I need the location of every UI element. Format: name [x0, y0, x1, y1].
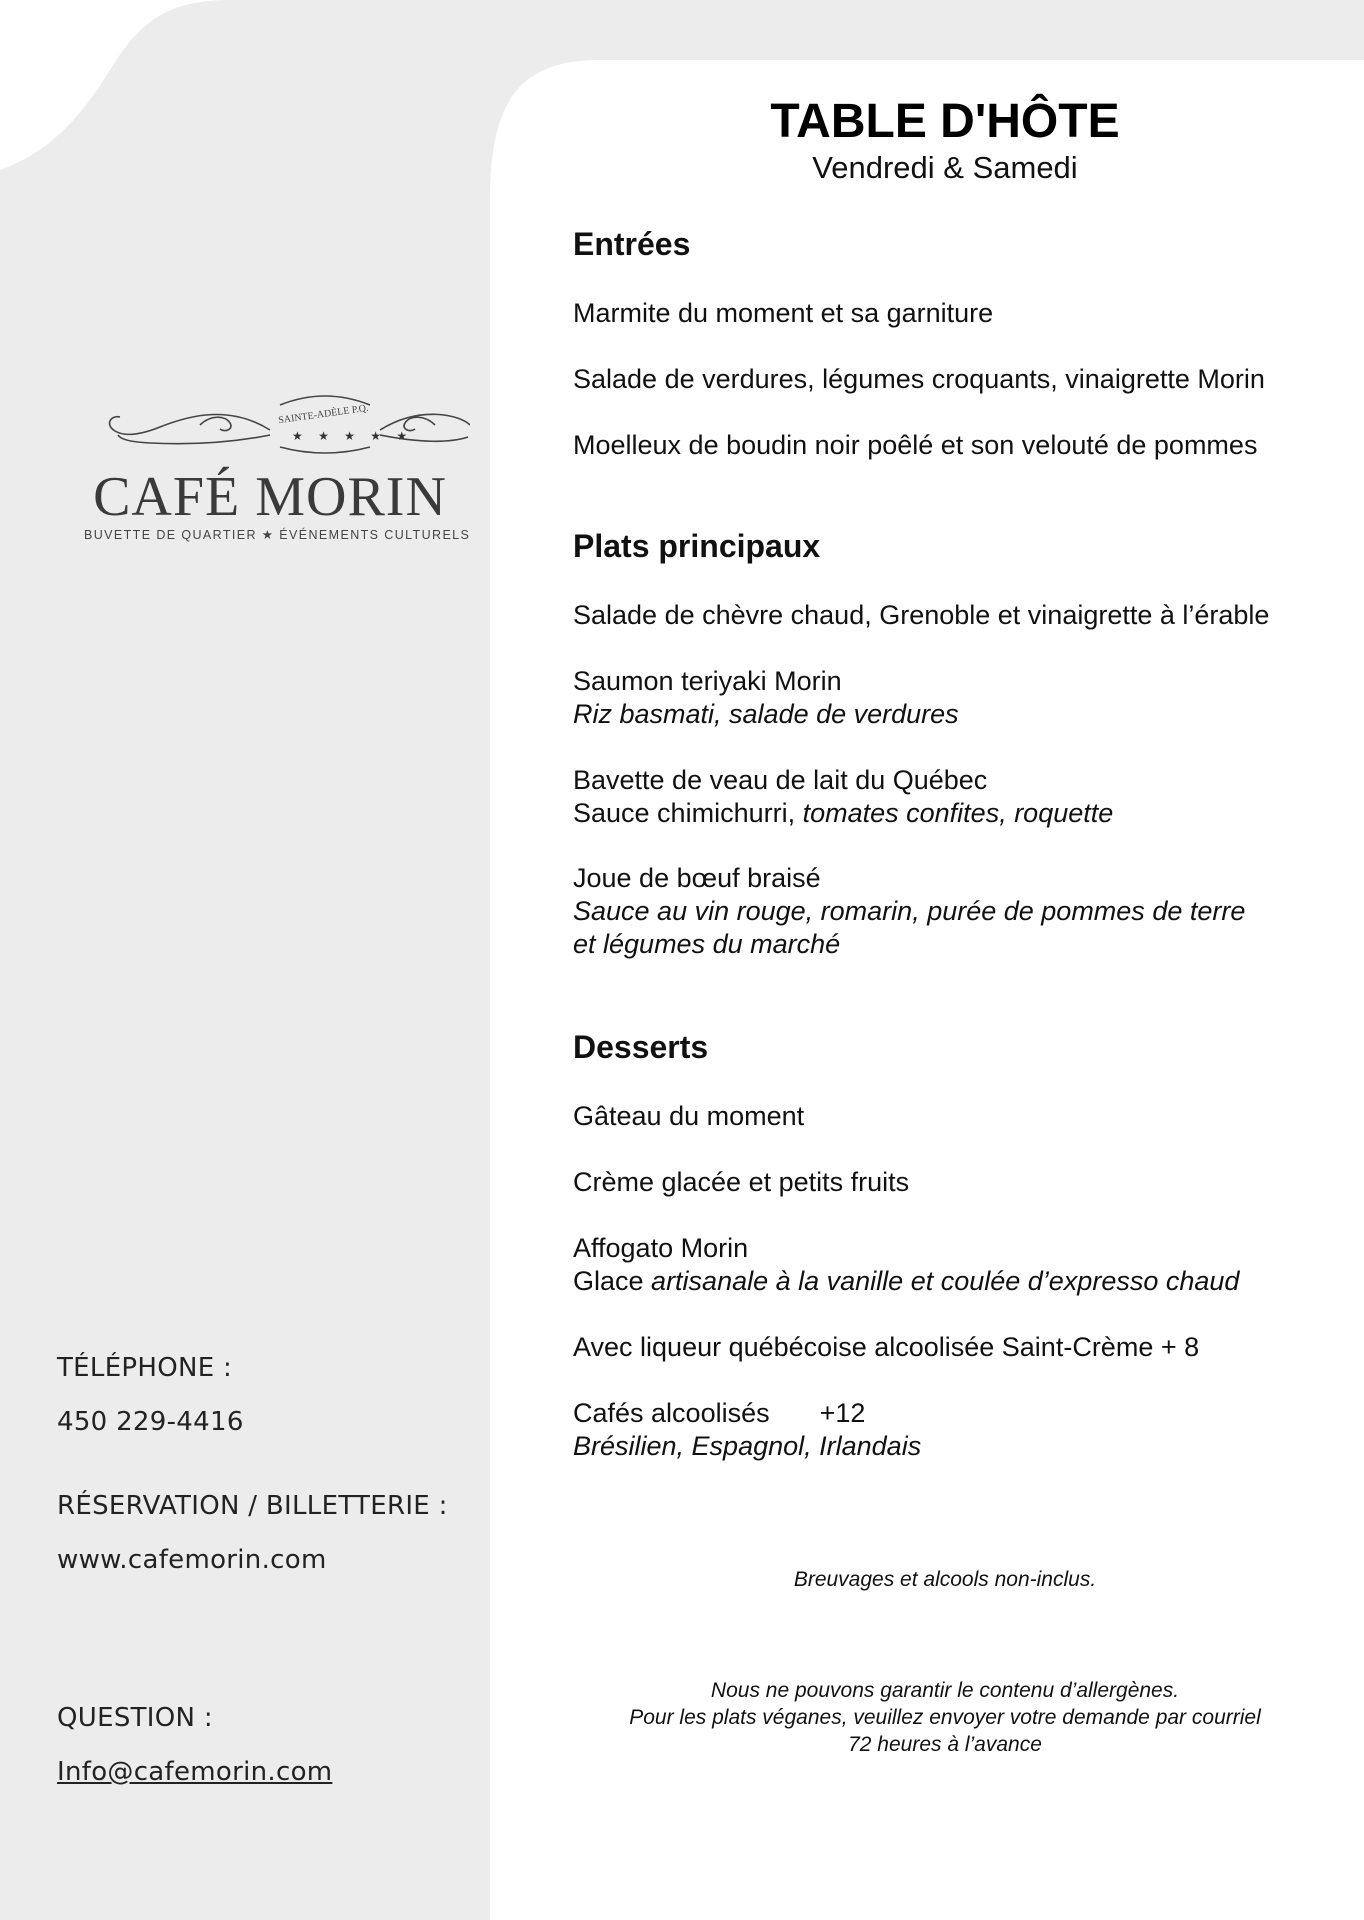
logo-stars: ★ ★ ★ ★ ★	[292, 429, 414, 443]
menu-item-description: Brésilien, Espagnol, Irlandais	[573, 1431, 922, 1461]
email-link[interactable]: Info@cafemorin.com	[57, 1757, 333, 1787]
menu-item-name: Saumon teriyaki Morin	[573, 666, 842, 696]
menu-item-description-a: Glace	[573, 1266, 652, 1296]
menu-item	[573, 764, 1113, 830]
allergen-note	[560, 1677, 1330, 1758]
logo-name: CAFÉ MORIN	[93, 466, 447, 528]
menu-item: Marmite du moment et sa garniture	[573, 298, 994, 328]
menu-item: Gâteau du moment	[573, 1101, 805, 1131]
menu-item-description: Sauce au vin rouge, romarin, purée de pommes de terre	[573, 896, 1246, 926]
menu-item-description	[573, 797, 1113, 830]
reservation-label: RÉSERVATION / BILLETTERIE :	[57, 1491, 448, 1521]
menu-item-description-b: tomates confites, roquette	[802, 798, 1114, 828]
section-heading-entrees: Entrées	[573, 226, 691, 262]
allergen-line: 72 heures à l’avance	[848, 1733, 1042, 1756]
menu-item: Moelleux de boudin noir poêlé et son velouté de pommes	[573, 430, 1258, 460]
section-heading-plats: Plats principaux	[573, 528, 821, 564]
menu-item	[573, 665, 959, 731]
menu-item-name: Joue de bœuf braisé	[573, 863, 821, 893]
logo-tagline: BUVETTE DE QUARTIER ★ ÉVÉNEMENTS CULTURELS	[84, 528, 471, 542]
question-label: QUESTION :	[57, 1703, 213, 1733]
menu-item-description: Riz basmati, salade de verdures	[573, 699, 959, 729]
menu-item-name: Affogato Morin	[573, 1233, 749, 1263]
menu-item	[573, 1232, 1239, 1298]
menu-item-description-b: artisanale à la vanille et coulée d’expresso chaud	[651, 1266, 1240, 1296]
menu-item-description	[573, 1265, 1239, 1298]
menu-item-name	[573, 1397, 921, 1430]
allergen-line: Pour les plats véganes, veuillez envoyer votre demande par courriel	[629, 1706, 1261, 1729]
phone-number[interactable]: 450 229-4416	[57, 1407, 244, 1437]
website-link[interactable]: www.cafemorin.com	[57, 1545, 327, 1575]
logo-location: SAINTE-ADÈLE P.Q.	[277, 402, 370, 427]
phone-label: TÉLÉPHONE :	[57, 1353, 233, 1383]
menu-item-name: Bavette de veau de lait du Québec	[573, 765, 988, 795]
section-heading-desserts: Desserts	[573, 1029, 709, 1065]
menu-item: Salade de verdures, légumes croquants, vinaigrette Morin	[573, 364, 1265, 394]
menu-item	[573, 862, 1245, 961]
menu-item	[573, 1397, 921, 1463]
cafes-price: +12	[819, 1398, 866, 1428]
allergen-line: Nous ne pouvons garantir le contenu d’allergènes.	[710, 1679, 1180, 1702]
menu-item-description-a: Sauce chimichurri,	[573, 798, 803, 828]
menu-item: Crème glacée et petits fruits	[573, 1167, 910, 1197]
beverages-note: Breuvages et alcools non-inclus.	[793, 1568, 1097, 1591]
liqueur-option: Avec liqueur québécoise alcoolisée Saint-Crème + 8	[573, 1332, 1200, 1362]
cafe-morin-logo	[80, 385, 470, 545]
menu-item-description: et légumes du marché	[573, 929, 841, 959]
cafes-name: Cafés alcoolisés	[573, 1398, 770, 1428]
page-subtitle: Vendredi & Samedi	[812, 150, 1078, 185]
menu-item: Salade de chèvre chaud, Grenoble et vinaigrette à l’érable	[573, 600, 1270, 630]
page-title: TABLE D'HÔTE	[770, 95, 1120, 148]
